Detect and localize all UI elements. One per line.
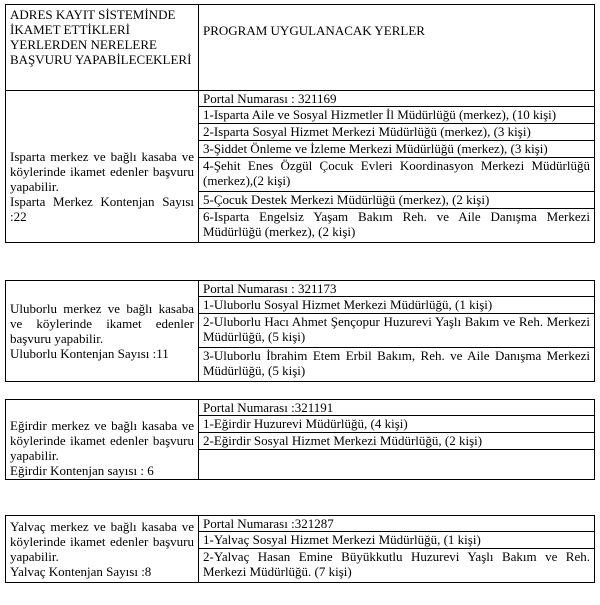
isparta-place-2: 2-Isparta Sosyal Hizmet Merkezi Müdürlüğü (merkez), (3 kişi) (199, 124, 595, 141)
isparta-description: Isparta merkez ve bağlı kasaba ve köylerinde ikamet edenler başvuru yapabilir. (10, 149, 194, 194)
yalvac-place-2: 2-Yalvaç Hasan Emine Büyükkutlu Huzurevi Yaşlı Bakım ve Reh. Merkezi Müdürlüğü. (7 kişi) (199, 549, 595, 583)
yalvac-table (5, 515, 595, 583)
isparta-description-cell (6, 91, 199, 243)
isparta-quota: Isparta Merkez Kontenjan Sayısı :22 (10, 194, 194, 224)
egirdir-table (5, 399, 595, 480)
uluborlu-table (5, 280, 595, 382)
yalvac-portal: Portal Numarası :321287 (199, 516, 595, 532)
header-left-cell (6, 5, 199, 91)
egirdir-description-cell (6, 400, 199, 480)
isparta-place-4: 4-Şehit Enes Özgül Çocuk Evleri Koordinasyon Merkezi Müdürlüğü (merkez),(2 kişi) (199, 158, 595, 192)
uluborlu-place-3: 3-Uluborlu İbrahim Etem Erbil Bakım, Reh. ve Aile Danışma Merkezi Müdürlüğü, (5 kişi) (199, 348, 595, 382)
egirdir-empty-row (199, 450, 595, 480)
yalvac-description-cell (6, 516, 199, 583)
header-left-text: ADRES KAYIT SİSTEMİNDE İKAMET ETTİKLERİ YERLERDEN NERELERE BAŞVURU YAPABİLECEKLERİ (10, 7, 192, 67)
egirdir-place-1: 1-Eğirdir Huzurevi Müdürlüğü, (4 kişi) (199, 416, 595, 433)
uluborlu-place-2: 2-Uluborlu Hacı Ahmet Şençopur Huzurevi Yaşlı Bakım ve Reh. Merkezi Müdürlüğü, (5 kişi) (199, 314, 595, 348)
egirdir-portal: Portal Numarası :321191 (199, 400, 595, 416)
yalvac-description: Yalvaç merkez ve bağlı kasaba ve köylerinde ikamet edenler başvuru yapabilir. (10, 519, 194, 564)
uluborlu-place-1: 1-Uluborlu Sosyal Hizmet Merkezi Müdürlüğü, (1 kişi) (199, 297, 595, 314)
uluborlu-description: Uluborlu merkez ve bağlı kasaba ve köylerinde ikamet edenler başvuru yapabilir. (10, 301, 194, 346)
uluborlu-portal: Portal Numarası : 321173 (199, 281, 595, 297)
egirdir-place-2: 2-Eğirdir Sosyal Hizmet Merkezi Müdürlüğü, (2 kişi) (199, 433, 595, 450)
yalvac-place-1: 1-Yalvaç Sosyal Hizmet Merkezi Müdürlüğü, (1 kişi) (199, 532, 595, 549)
header-right-cell (199, 5, 595, 91)
header-right-text: PROGRAM UYGULANACAK YERLER (203, 23, 425, 38)
isparta-place-6: 6-Isparta Engelsiz Yaşam Bakım Reh. ve Aile Danışma Merkezi Müdürlüğü (merkez), (2 kişi) (199, 209, 595, 243)
isparta-portal: Portal Numarası : 321169 (199, 91, 595, 107)
uluborlu-quota: Uluborlu Kontenjan Sayısı :11 (10, 346, 169, 361)
uluborlu-description-cell (6, 281, 199, 382)
egirdir-description: Eğirdir merkez ve bağlı kasaba ve köylerinde ikamet edenler başvuru yapabilir. (10, 418, 194, 463)
yalvac-quota: Yalvaç Kontenjan Sayısı :8 (10, 564, 152, 579)
isparta-place-3: 3-Şiddet Önleme ve İzleme Merkezi Müdürlüğü (merkez), (3 kişi) (199, 141, 595, 158)
isparta-place-1: 1-Isparta Aile ve Sosyal Hizmetler İl Müdürlüğü (merkez), (10 kişi) (199, 107, 595, 124)
isparta-place-5: 5-Çocuk Destek Merkezi Müdürlüğü (merkez), (2 kişi) (199, 192, 595, 209)
isparta-table (5, 4, 595, 243)
egirdir-quota: Eğirdir Kontenjan sayısı : 6 (10, 463, 154, 478)
